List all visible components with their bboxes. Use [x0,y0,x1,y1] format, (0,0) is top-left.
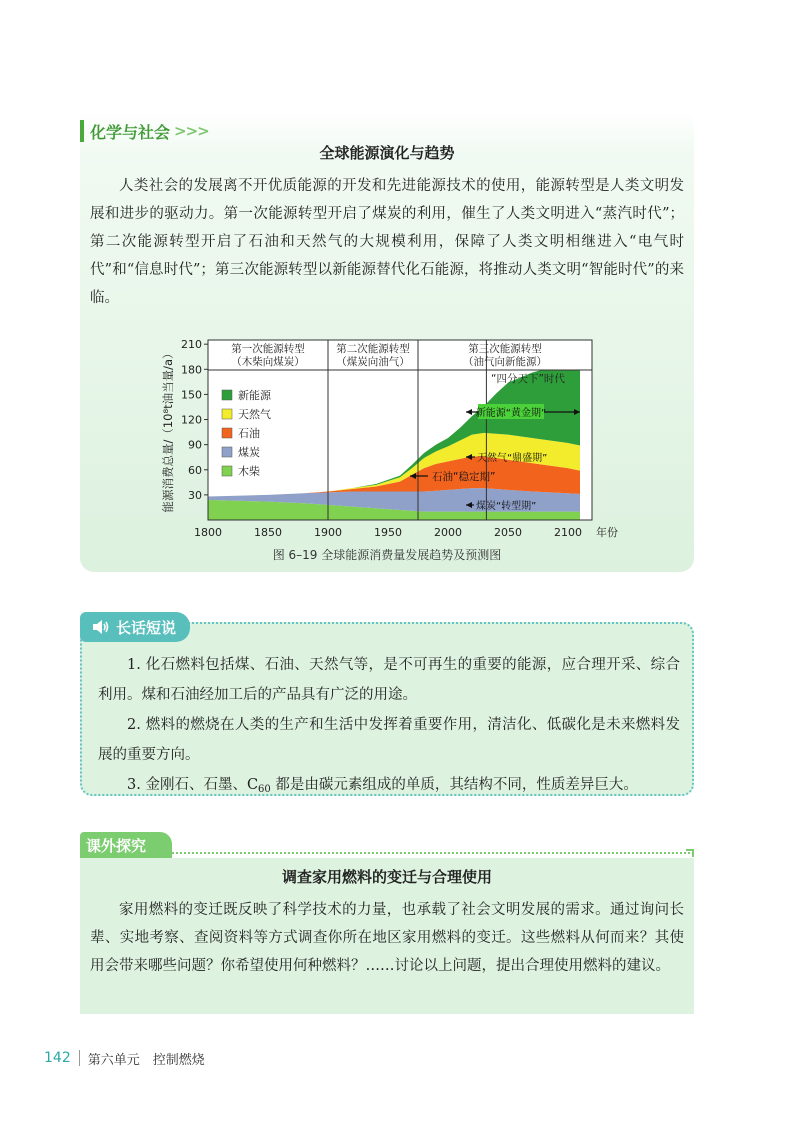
x-tick-label-6: 2050 [494,526,522,539]
summary-list [98,650,680,805]
x-tick-label-3: 1900 [314,526,342,539]
extracurricular-tab [80,832,172,858]
summary-item-2: 2. 燃料的燃烧在人类的生产和生活中发挥着重要作用，清洁化、低碳化是未来燃料发展的重要方向。 [98,717,680,763]
coal-note-label: 煤炭“转型期” [476,501,537,512]
header-bar [80,120,84,142]
summary-item-3-pre: 3. 金刚石、石墨、C [127,777,259,793]
y-tick-label-2: 60 [188,463,202,477]
inquiry-text: 家用燃料的变迁既反映了科学技术的力量，也承载了社会文明发展的需求。通过询问长辈、实地考察、查阅资料等方式调查你所在地区家用燃料的变迁。这些燃料从何而来？其使用会带来哪些问题？你希望使用何种燃料？……讨论以上问题，提出合理使用燃料的建议。 [90,902,684,974]
section-label: 化学与社会 [90,122,171,142]
extracurricular-section [80,858,694,1014]
legend-label-1: 新能源 [238,389,271,402]
unit-title: 第六单元 控制燃烧 [87,1052,205,1068]
footer-separator [79,1050,80,1066]
chevron-right-icon: >>> [174,122,209,140]
x-tick-label-4: 1950 [374,526,402,539]
legend-swatch-5 [222,466,232,476]
energy-chart [80,320,694,570]
period-title-1: 第一次能源转型 [231,343,305,355]
summary-label: 长话短说 [116,618,177,637]
figure-caption: 图 6–19 全球能源消费量发展趋势及预测图 [272,548,502,562]
page-footer [44,1048,205,1068]
x-tick-label-5: 2000 [434,526,462,539]
y-tick-label-3: 90 [188,438,202,452]
article-title: 全球能源演化与趋势 [319,144,455,162]
x-axis-label: 年份 [596,526,618,539]
legend-label-3: 石油 [238,427,260,440]
section-header [80,118,209,144]
period-subtitle-3: （油气向新能源） [463,356,547,368]
article-paragraph [90,172,684,312]
energy-chart-svg [80,320,694,542]
summary-item-3-post: 都是由碳元素组成的单质，其结构不同，性质差异巨大。 [270,777,638,793]
summary-item-1: 1. 化石燃料包括煤、石油、天然气等，是不可再生的重要的能源，应合理开采、综合利用。煤和石油经加工后的产品具有广泛的用途。 [98,657,680,703]
period-title-3: 第三次能源转型 [468,343,542,355]
era-label: “四分天下”时代 [491,373,565,385]
subscript-60: 60 [258,784,271,795]
y-tick-label-5: 150 [181,388,202,402]
y-axis-label: 能源消费总量/（10⁸t油当量/a） [161,347,175,513]
period-title-2: 第二次能源转型 [336,343,410,355]
period-subtitle-1: （木柴向煤炭） [231,356,305,368]
legend-swatch-1 [222,390,232,400]
y-tick-label-4: 120 [181,413,202,427]
corner-mark [686,849,694,857]
inquiry-title: 调查家用燃料的变迁与合理使用 [281,868,492,886]
summary-section [80,618,694,796]
x-tick-label-2: 1850 [254,526,282,539]
page-number: 142 [44,1050,71,1066]
legend-swatch-2 [222,409,232,419]
y-tick-label-1: 30 [188,488,202,502]
speaker-icon [92,619,110,635]
x-tick-label-7: 2100 [554,526,582,539]
new-note-label: 新能源“黄金期” [475,408,547,419]
legend-swatch-4 [222,447,232,457]
summary-tab [80,612,190,642]
article-text: 人类社会的发展离不开优质能源的开发和先进能源技术的使用，能源转型是人类文明发展和进步的驱动力。第一次能源转型开启了煤炭的利用，催生了人类文明进入“蒸汽时代”；第二次能源转型开启了石油和天然气的大规模利用，保障了人类文明相继进入“电气时代”和“信息时代”；第三次能源转型以新能源替代化石能源，将推动人类文明“智能时代”的来临。 [90,178,684,306]
y-tick-label-6: 180 [181,363,202,377]
y-tick-label-7: 210 [181,338,202,352]
period-subtitle-2: （煤炭向油气） [336,356,410,368]
extracurricular-label: 课外探究 [86,836,147,855]
gas-note-label: 天然气“鼎盛期” [477,453,548,464]
dotted-divider [172,852,690,854]
legend-label-5: 木柴 [238,465,260,478]
chemistry-society-section [80,112,694,572]
inquiry-paragraph [90,896,684,980]
oil-note-label: 石油“稳定期” [432,471,496,483]
legend-label-4: 煤炭 [238,446,260,459]
legend-swatch-3 [222,428,232,438]
x-tick-label-1: 1800 [194,526,222,539]
summary-item-3 [98,770,680,805]
legend-label-2: 天然气 [238,408,271,421]
